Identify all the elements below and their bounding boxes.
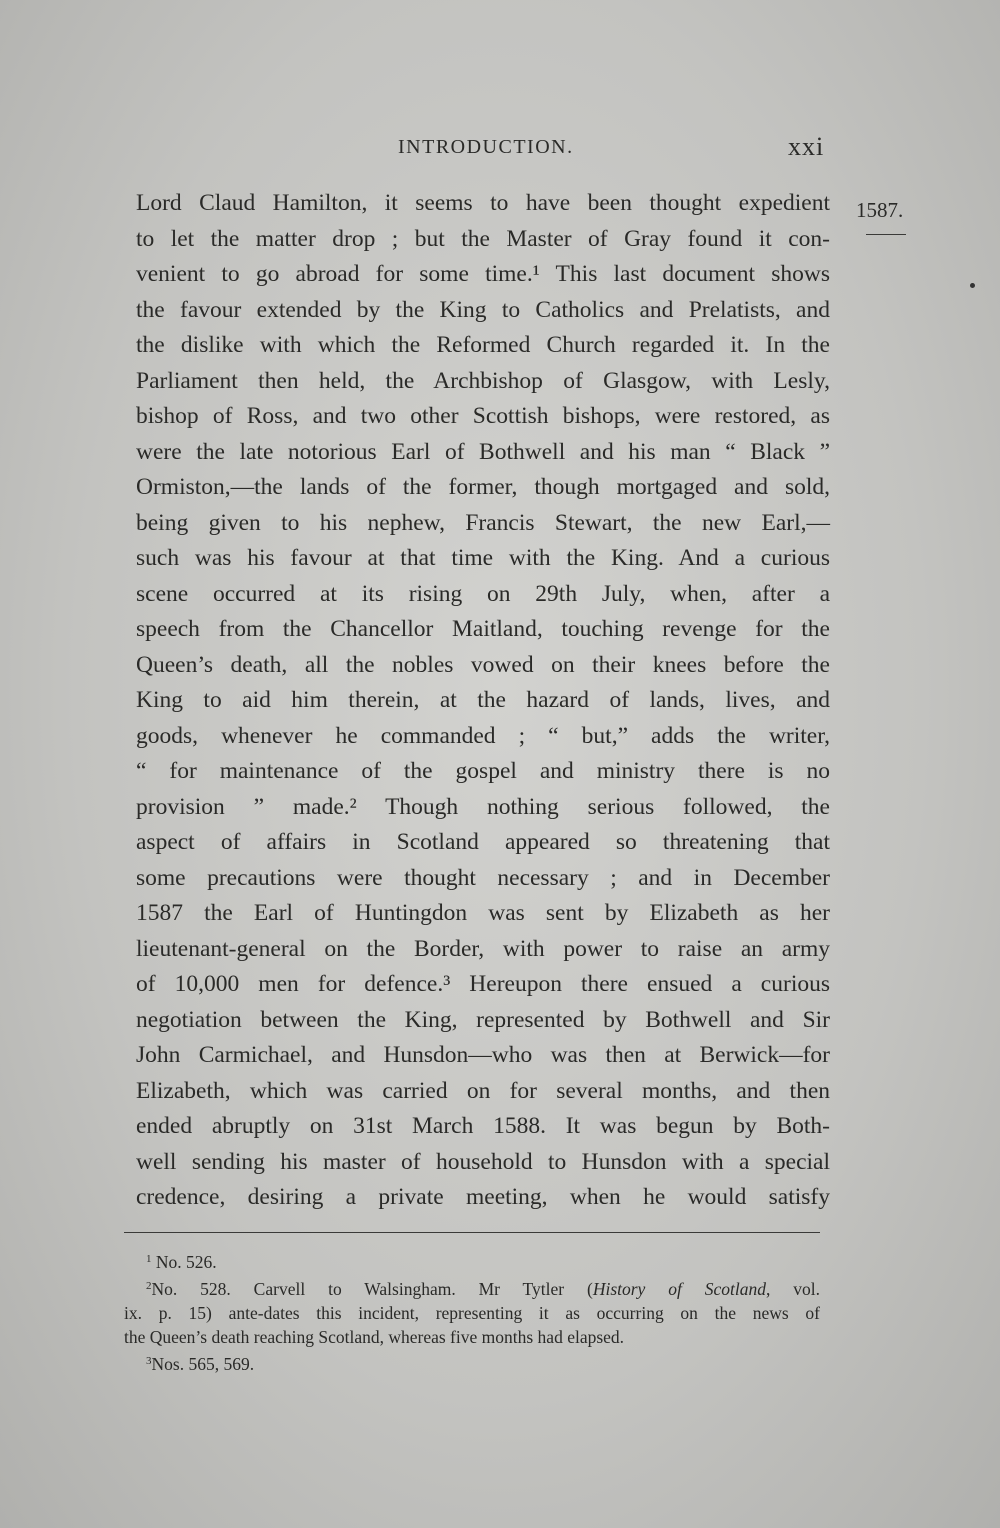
marginal-year: 1587. <box>856 198 904 222</box>
footnote-2 <box>124 1274 820 1301</box>
text-line: negotiation between the King, represented by Bothwell and Sir <box>136 1006 830 1033</box>
text-line: goods, whenever he commanded ; “ but,” adds the writer, <box>136 722 830 749</box>
text-line: aspect of affairs in Scotland appeared so threatening that <box>136 829 830 855</box>
footnote-text: No. 526. <box>155 1252 217 1272</box>
text-line: bishop of Ross, and two other Scottish bishops, were restored, as <box>136 403 830 429</box>
footnote-mark: 2 <box>146 1280 152 1292</box>
text-line: lieutenant-general on the Border, with power to raise an army <box>136 935 830 962</box>
text-line: John Carmichael, and Hunsdon—who was then at Berwick—for <box>136 1042 830 1068</box>
footnote-text: , vol. <box>765 1279 820 1299</box>
footnote-text: No. 528. Carvell to Walsingham. Mr Tytler ( <box>151 1279 593 1299</box>
text-line: the favour extended by the King to Catholics and Prelatists, and <box>136 296 830 323</box>
text-line: provision ” made.² Though nothing serious followed, the <box>136 793 830 820</box>
page-number: xxi <box>788 132 825 161</box>
text-line: speech from the Chancellor Maitland, touching revenge for the <box>136 616 830 642</box>
text-line: King to aid him therein, at the hazard of lands, lives, and <box>136 687 830 713</box>
footnote-rule <box>124 1232 820 1233</box>
text-line: credence, desiring a private meeting, when he would satisfy <box>136 1184 830 1210</box>
text-line: of 10,000 men for defence.³ Hereupon there ensued a curious <box>136 971 830 997</box>
text-line: the dislike with which the Reformed Church regarded it. In the <box>136 332 830 358</box>
text-line: Elizabeth, which was carried on for several months, and then <box>136 1077 830 1104</box>
footnote-2-continued: the Queen’s death reaching Scotland, whereas five months had elapsed. <box>124 1327 625 1347</box>
body-text <box>136 186 830 1216</box>
text-line: to let the matter drop ; but the Master of Gray found it con- <box>136 225 830 252</box>
footnotes <box>124 1247 820 1376</box>
book-title: History of Scotland <box>592 1279 766 1299</box>
text-line: some precautions were thought necessary ; and in December <box>136 864 830 891</box>
text-line: 1587 the Earl of Huntingdon was sent by Elizabeth as her <box>136 900 830 926</box>
page-header <box>0 130 1000 170</box>
footnote-3 <box>124 1349 820 1376</box>
text-line: ended abruptly on 31st March 1588. It was begun by Both- <box>136 1113 830 1139</box>
footnote-2-continued: ix. p. 15) ante-dates this incident, representing it as occurring on the news of <box>124 1303 820 1323</box>
footnote-mark: 1 <box>146 1253 152 1265</box>
text-line: Parliament then held, the Archbishop of Glasgow, with Lesly, <box>136 367 830 394</box>
footnote-text: Nos. 565, 569. <box>151 1354 255 1374</box>
text-line: being given to his nephew, Francis Stewart, the new Earl,— <box>136 509 830 536</box>
text-line: “ for maintenance of the gospel and ministry there is no <box>136 758 830 784</box>
text-line: were the late notorious Earl of Bothwell and his man “ Black ” <box>136 438 830 465</box>
marginal-rule <box>866 234 906 235</box>
text-line: Queen’s death, all the nobles vowed on their knees before the <box>136 651 830 678</box>
text-line: such was his favour at that time with the King. And a curious <box>136 545 830 571</box>
footnote-1 <box>124 1247 820 1274</box>
footnote-mark: 3 <box>146 1355 152 1367</box>
print-speck <box>970 283 975 288</box>
running-head: INTRODUCTION. <box>398 136 574 158</box>
text-line: well sending his master of household to Hunsdon with a special <box>136 1148 830 1175</box>
text-line: venient to go abroad for some time.¹ This last document shows <box>136 261 830 287</box>
text-line: Ormiston,—the lands of the former, though mortgaged and sold, <box>136 474 830 500</box>
text-line: scene occurred at its rising on 29th July, when, after a <box>136 580 830 607</box>
text-line: Lord Claud Hamilton, it seems to have been thought expedient <box>136 190 830 216</box>
